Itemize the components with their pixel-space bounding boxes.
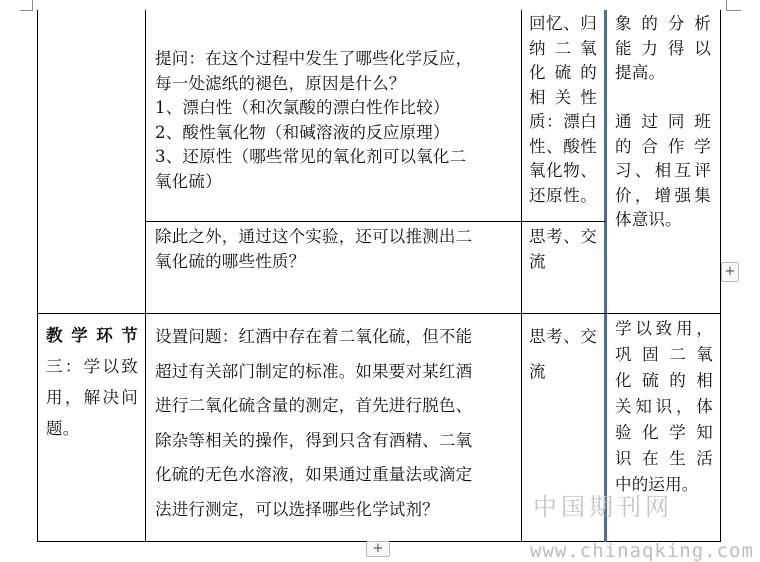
row2-content-cell[interactable] — [146, 222, 521, 313]
page-corner-mark-right — [726, 0, 741, 11]
add-column-button[interactable]: + — [721, 262, 739, 282]
row2-content-text: 除此之外，通过这个实验，还可以推测出二 氧化硫的哪些性质？ — [155, 227, 473, 271]
row1-content-cell[interactable] — [146, 10, 521, 221]
row3-design-text: 学以致用， 巩固二氧 化硫的相 关知识，体 验化学知 识在生活 中的运用。 — [615, 319, 713, 494]
page-corner-mark-left — [20, 0, 33, 11]
row1-design-text: 象的分析 能力得以 提高。 通过同班 的合作学 习、相互评 价，增强集 体意识。 — [615, 14, 711, 229]
row2-student-cell[interactable] — [522, 222, 604, 313]
lesson-plan-table — [37, 10, 721, 542]
row1-stage-cell[interactable] — [38, 10, 145, 313]
row3-stage-text: 教学环节 三：学以致 用，解决问 题。 — [46, 326, 138, 438]
row3-stage-cell[interactable] — [38, 314, 145, 541]
row3-content-cell[interactable] — [146, 314, 521, 541]
row1-student-text: 回忆、归 纳二氧 化硫的 相关性 质：漂白 性、酸性 氧化物、 还原性。 — [529, 14, 597, 205]
row1-content-text: 提问：在这个过程中发生了哪些化学反应， 每一处滤纸的褪色，原因是什么？ 1、漂白性（和次氯酸的漂白性作比较） 2、酸性氧化物（和碱溶液的反应原理） 3、还原性（哪些常见的氧化剂可以氧化二 氧化硫） — [155, 49, 473, 191]
row3-student-text: 思考、交 流 — [529, 327, 597, 381]
watermark-site-url: www.chinaqking.com — [530, 540, 754, 562]
row2-student-text: 思考、交 流 — [529, 227, 597, 271]
row1-design-cell[interactable] — [607, 10, 720, 313]
page-top-edge — [0, 0, 760, 8]
add-row-button[interactable]: + — [366, 541, 390, 557]
watermark-site-name: 中国期刊网 — [533, 493, 673, 521]
row3-content-text: 设置问题：红酒中存在着二氧化硫，但不能 超过有关部门制定的标准。如果要对某红酒 进行二氧化硫含量的测定，首先进行脱色、 除杂等相关的操作，得到只含有酒精、二氧 化硫的无色水溶液，如果通过重量法或滴定 法进行测定，可以选择哪些化学试剂？ — [155, 327, 473, 519]
